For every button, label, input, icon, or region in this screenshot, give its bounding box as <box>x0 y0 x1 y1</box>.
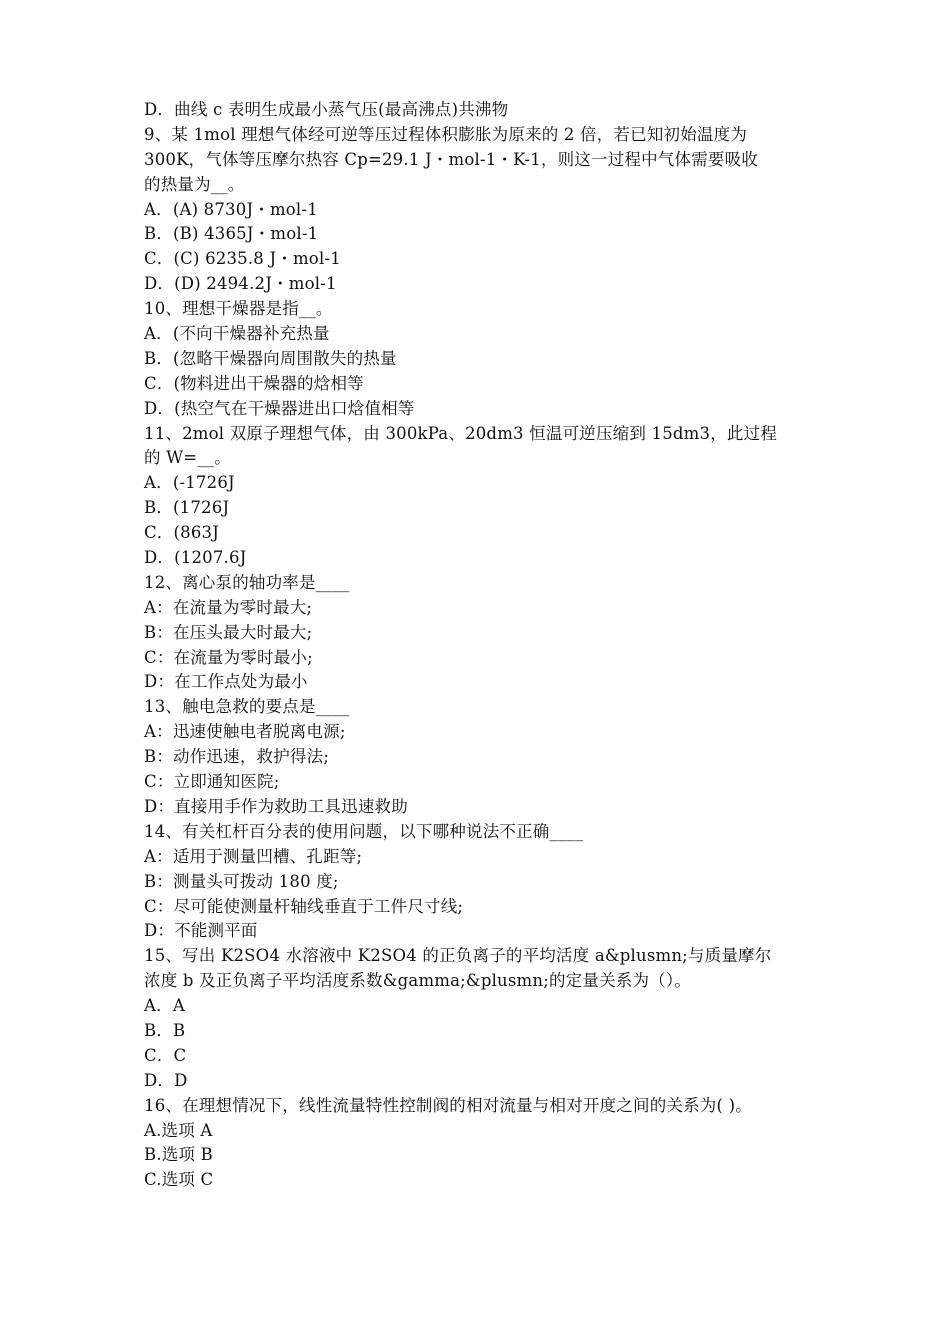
option-d-q13: D：直接用手作为救助工具迅速救助 <box>144 796 408 816</box>
option-a-q15: A．A <box>144 996 185 1016</box>
option-c-q16: C.选项 C <box>144 1170 214 1190</box>
question-9-line-1: 9、某 1mol 理想气体经可逆等压过程体积膨胀为原来的 2 倍，若已知初始温度为 <box>144 124 748 144</box>
option-c-q15: C．C <box>144 1045 187 1065</box>
option-c-q11: C．(863J <box>144 523 220 543</box>
option-b-q9: B．(B) 4365J・mol-1 <box>144 224 319 244</box>
question-9-line-2: 300K，气体等压摩尔热容 Cp=29.1 J・mol-1・K-1，则这一过程中气体需要吸收 <box>144 149 759 169</box>
question-11-line-2: 的 W=__。 <box>144 448 231 468</box>
document-body <box>144 98 812 1193</box>
option-a-q12: A：在流量为零时最大; <box>144 597 313 617</box>
option-c-q10: C．(物料进出干燥器的焓相等 <box>144 373 364 393</box>
option-a-q13: A：迅速使触电者脱离电源; <box>144 722 346 742</box>
option-a-q11: A．(-1726J <box>144 473 235 493</box>
option-b-q13: B：动作迅速，救护得法; <box>144 747 330 767</box>
option-d-q9: D．(D) 2494.2J・mol-1 <box>144 274 337 294</box>
option-d-q11: D．(1207.6J <box>144 548 247 568</box>
option-a-q16: A.选项 A <box>144 1120 213 1140</box>
option-b-q14: B：测量头可拨动 180 度; <box>144 871 339 891</box>
question-15-line-1: 15、写出 K2SO4 水溶液中 K2SO4 的正负离子的平均活度 a&plusmn;与质量摩尔 <box>144 946 772 966</box>
option-d-q10: D．(热空气在干燥器进出口焓值相等 <box>144 398 415 418</box>
option-c-q13: C：立即通知医院; <box>144 772 280 792</box>
option-a-q10: A．(不向干燥器补充热量 <box>144 324 330 344</box>
question-14: 14、有关杠杆百分表的使用问题，以下哪种说法不正确____ <box>144 821 584 841</box>
option-b-q16: B.选项 B <box>144 1145 213 1165</box>
option-d-q12: D：在工作点处为最小 <box>144 672 308 692</box>
option-c-q14: C：尽可能使测量杆轴线垂直于工件尺寸线; <box>144 896 464 916</box>
option-c-q9: C．(C) 6235.8 J・mol-1 <box>144 249 341 269</box>
question-15-line-2: 浓度 b 及正负离子平均活度系数&gamma;&plusmn;的定量关系为（）。 <box>144 971 692 991</box>
option-b-q11: B．(1726J <box>144 498 230 518</box>
question-10: 10、理想干燥器是指__。 <box>144 299 333 319</box>
option-c-q12: C：在流量为零时最小; <box>144 647 313 667</box>
option-b-q12: B：在压头最大时最大; <box>144 622 313 642</box>
option-a-q14: A：适用于测量凹槽、孔距等; <box>144 846 363 866</box>
option-b-q10: B．(忽略干燥器向周围散失的热量 <box>144 348 397 368</box>
question-16: 16、在理想情况下，线性流量特性控制阀的相对流量与相对开度之间的关系为( )。 <box>144 1095 752 1115</box>
question-11-line-1: 11、2mol 双原子理想气体，由 300kPa、20dm3 恒温可逆压缩到 15dm3，此过程 <box>144 423 778 443</box>
option-a-q9: A．(A) 8730J・mol-1 <box>144 199 318 219</box>
option-b-q15: B．B <box>144 1020 186 1040</box>
question-13: 13、触电急救的要点是____ <box>144 697 350 717</box>
option-d-q14: D：不能测平面 <box>144 921 258 941</box>
option-d-q8: D．曲线 c 表明生成最小蒸气压(最高沸点)共沸物 <box>144 100 509 119</box>
question-12: 12、离心泵的轴功率是____ <box>144 572 350 592</box>
option-d-q15: D．D <box>144 1070 188 1090</box>
question-9-line-3: 的热量为__。 <box>144 174 245 194</box>
